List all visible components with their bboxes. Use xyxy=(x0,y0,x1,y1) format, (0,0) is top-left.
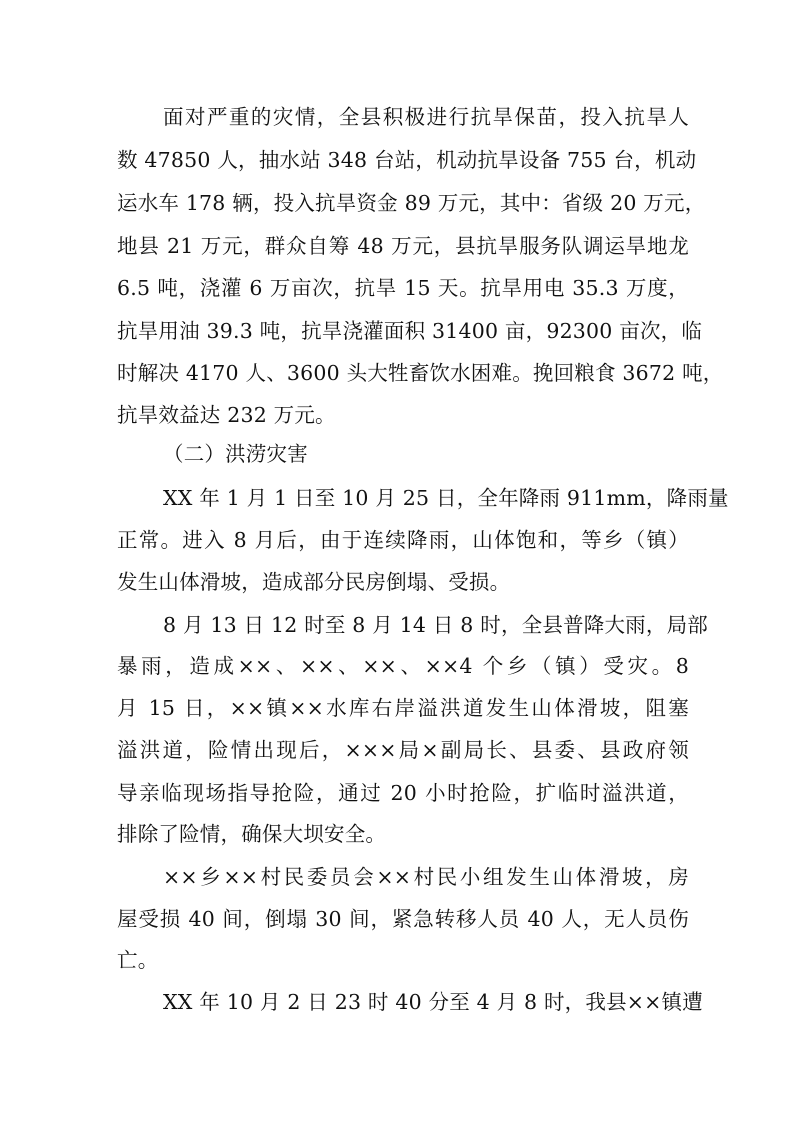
paragraph-line: 月 15 日，××镇××水库右岸溢洪道发生山体滑坡，阻塞 xyxy=(117,696,689,720)
paragraph-line: XX 年 10 月 2 日 23 时 40 分至 4 月 8 时，我县××镇遭 xyxy=(163,990,703,1014)
paragraph-line: 导亲临现场指导抢险，通过 20 小时抢险，扩临时溢洪道， xyxy=(117,781,689,805)
paragraph-line: 溢洪道，险情出现后，×××局×副局长、县委、县政府领 xyxy=(117,738,689,762)
paragraph-line: 屋受损 40 间，倒塌 30 间，紧急转移人员 40 人，无人员伤 xyxy=(117,907,689,931)
paragraph-line: 正常。进入 8 月后，由于连续降雨，山体饱和，等乡（镇） xyxy=(117,528,689,552)
paragraph-line: 抗旱效益达 232 万元。 xyxy=(117,403,336,427)
paragraph-line: 暴雨，造成××、××、××、××4 个乡（镇）受灾。8 xyxy=(117,654,689,678)
paragraph-line: 面对严重的灾情，全县积极进行抗旱保苗，投入抗旱人 xyxy=(163,105,689,129)
paragraph-line: 运水车 178 辆，投入抗旱资金 89 万元，其中：省级 20 万元， xyxy=(117,191,706,215)
paragraph-line: 时解决 4170 人、3600 头大牲畜饮水困难。挽回粮食 3672 吨， xyxy=(117,361,724,385)
paragraph-line: 地县 21 万元，群众自筹 48 万元，县抗旱服务队调运旱地龙 xyxy=(117,234,689,258)
paragraph-line: 8 月 13 日 12 时至 8 月 14 日 8 时，全县普降大雨，局部 xyxy=(163,613,708,637)
paragraph-line: 发生山体滑坡，造成部分民房倒塌、受损。 xyxy=(117,570,511,594)
paragraph-line: 排除了险情，确保大坝安全。 xyxy=(117,822,387,846)
paragraph-line: 数 47850 人，抽水站 348 台站，机动抗旱设备 755 台，机动 xyxy=(117,148,697,172)
paragraph-line: XX 年 1 月 1 日至 10 月 25 日，全年降雨 911mm，降雨量 xyxy=(163,486,729,510)
paragraph-line: 抗旱用油 39.3 吨，抗旱浇灌面积 31400 亩，92300 亩次，临 xyxy=(117,319,703,343)
paragraph-line: 6.5 吨，浇灌 6 万亩次，抗旱 15 天。抗旱用电 35.3 万度， xyxy=(117,276,689,300)
paragraph-line: 亡。 xyxy=(117,948,159,972)
paragraph-line: ××乡××村民委员会××村民小组发生山体滑坡，房 xyxy=(163,865,689,889)
section-heading: （二）洪涝灾害 xyxy=(163,442,308,466)
